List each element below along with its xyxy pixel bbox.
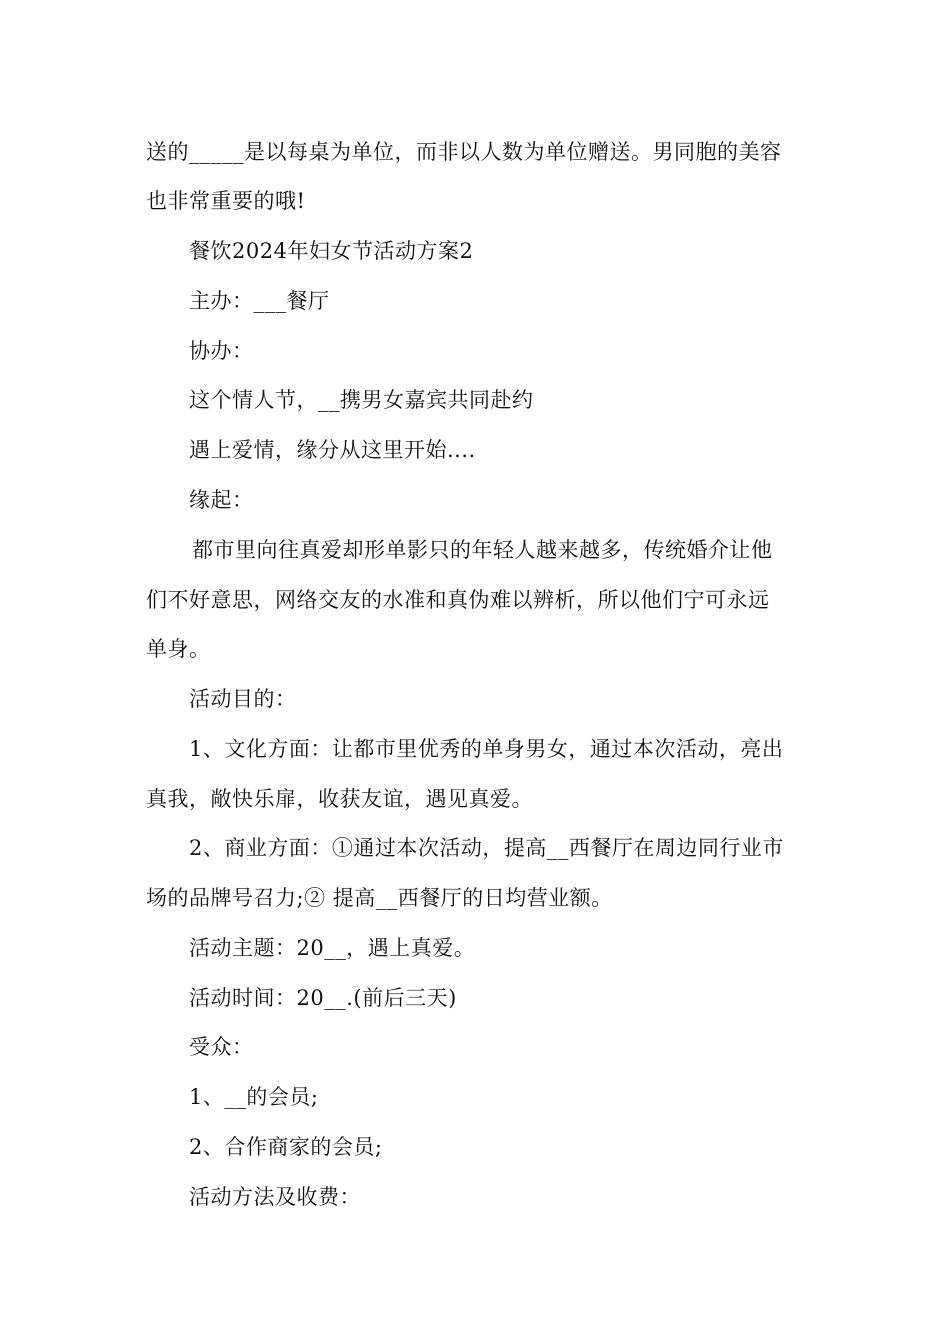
section-heading: 餐饮2024年妇女节活动方案2: [189, 239, 474, 263]
paragraph-line: 缘起：: [189, 488, 254, 512]
paragraph-line: 单身。: [146, 637, 211, 661]
paragraph-line: 真我，敞快乐扉，收获友谊，遇见真爱。: [146, 787, 533, 811]
paragraph-line: 1、文化方面：让都市里优秀的单身男女，通过本次活动，亮出: [189, 737, 784, 761]
paragraph-line: 这个情人节，__携男女嘉宾共同赴约: [189, 388, 534, 412]
paragraph-line: 活动时间：20__.(前后三天): [189, 986, 457, 1010]
paragraph-line: 活动主题：20__，遇上真爱。: [189, 936, 476, 960]
paragraph-line: 受众：: [189, 1035, 254, 1059]
paragraph-line: 场的品牌号召力;② 提高__西餐厅的日均营业额。: [146, 886, 613, 910]
paragraph-line: 活动目的：: [189, 687, 297, 711]
paragraph-line: 送的_____是以每桌为单位，而非以人数为单位赠送。男同胞的美容: [146, 140, 782, 164]
paragraph-line: 都市里向往真爱却形单影只的年轻人越来越多，传统婚介让他: [192, 538, 773, 562]
paragraph-line: 活动方法及收费：: [189, 1185, 361, 1209]
paragraph-line: 也非常重要的哦!: [146, 189, 306, 213]
paragraph-line: 2、商业方面：①通过本次活动，提高__西餐厅在周边同行业市: [189, 836, 784, 860]
paragraph-line: 们不好意思，网络交友的水准和真伪难以辨析，所以他们宁可永远: [146, 588, 770, 612]
paragraph-line: 2、合作商家的会员;: [189, 1135, 383, 1159]
paragraph-line: 主办：___餐厅: [189, 289, 330, 313]
paragraph-line: 遇上爱情，缘分从这里开始....: [189, 438, 476, 462]
paragraph-line: 协办：: [189, 339, 254, 363]
paragraph-line: 1、__的会员;: [189, 1085, 319, 1109]
